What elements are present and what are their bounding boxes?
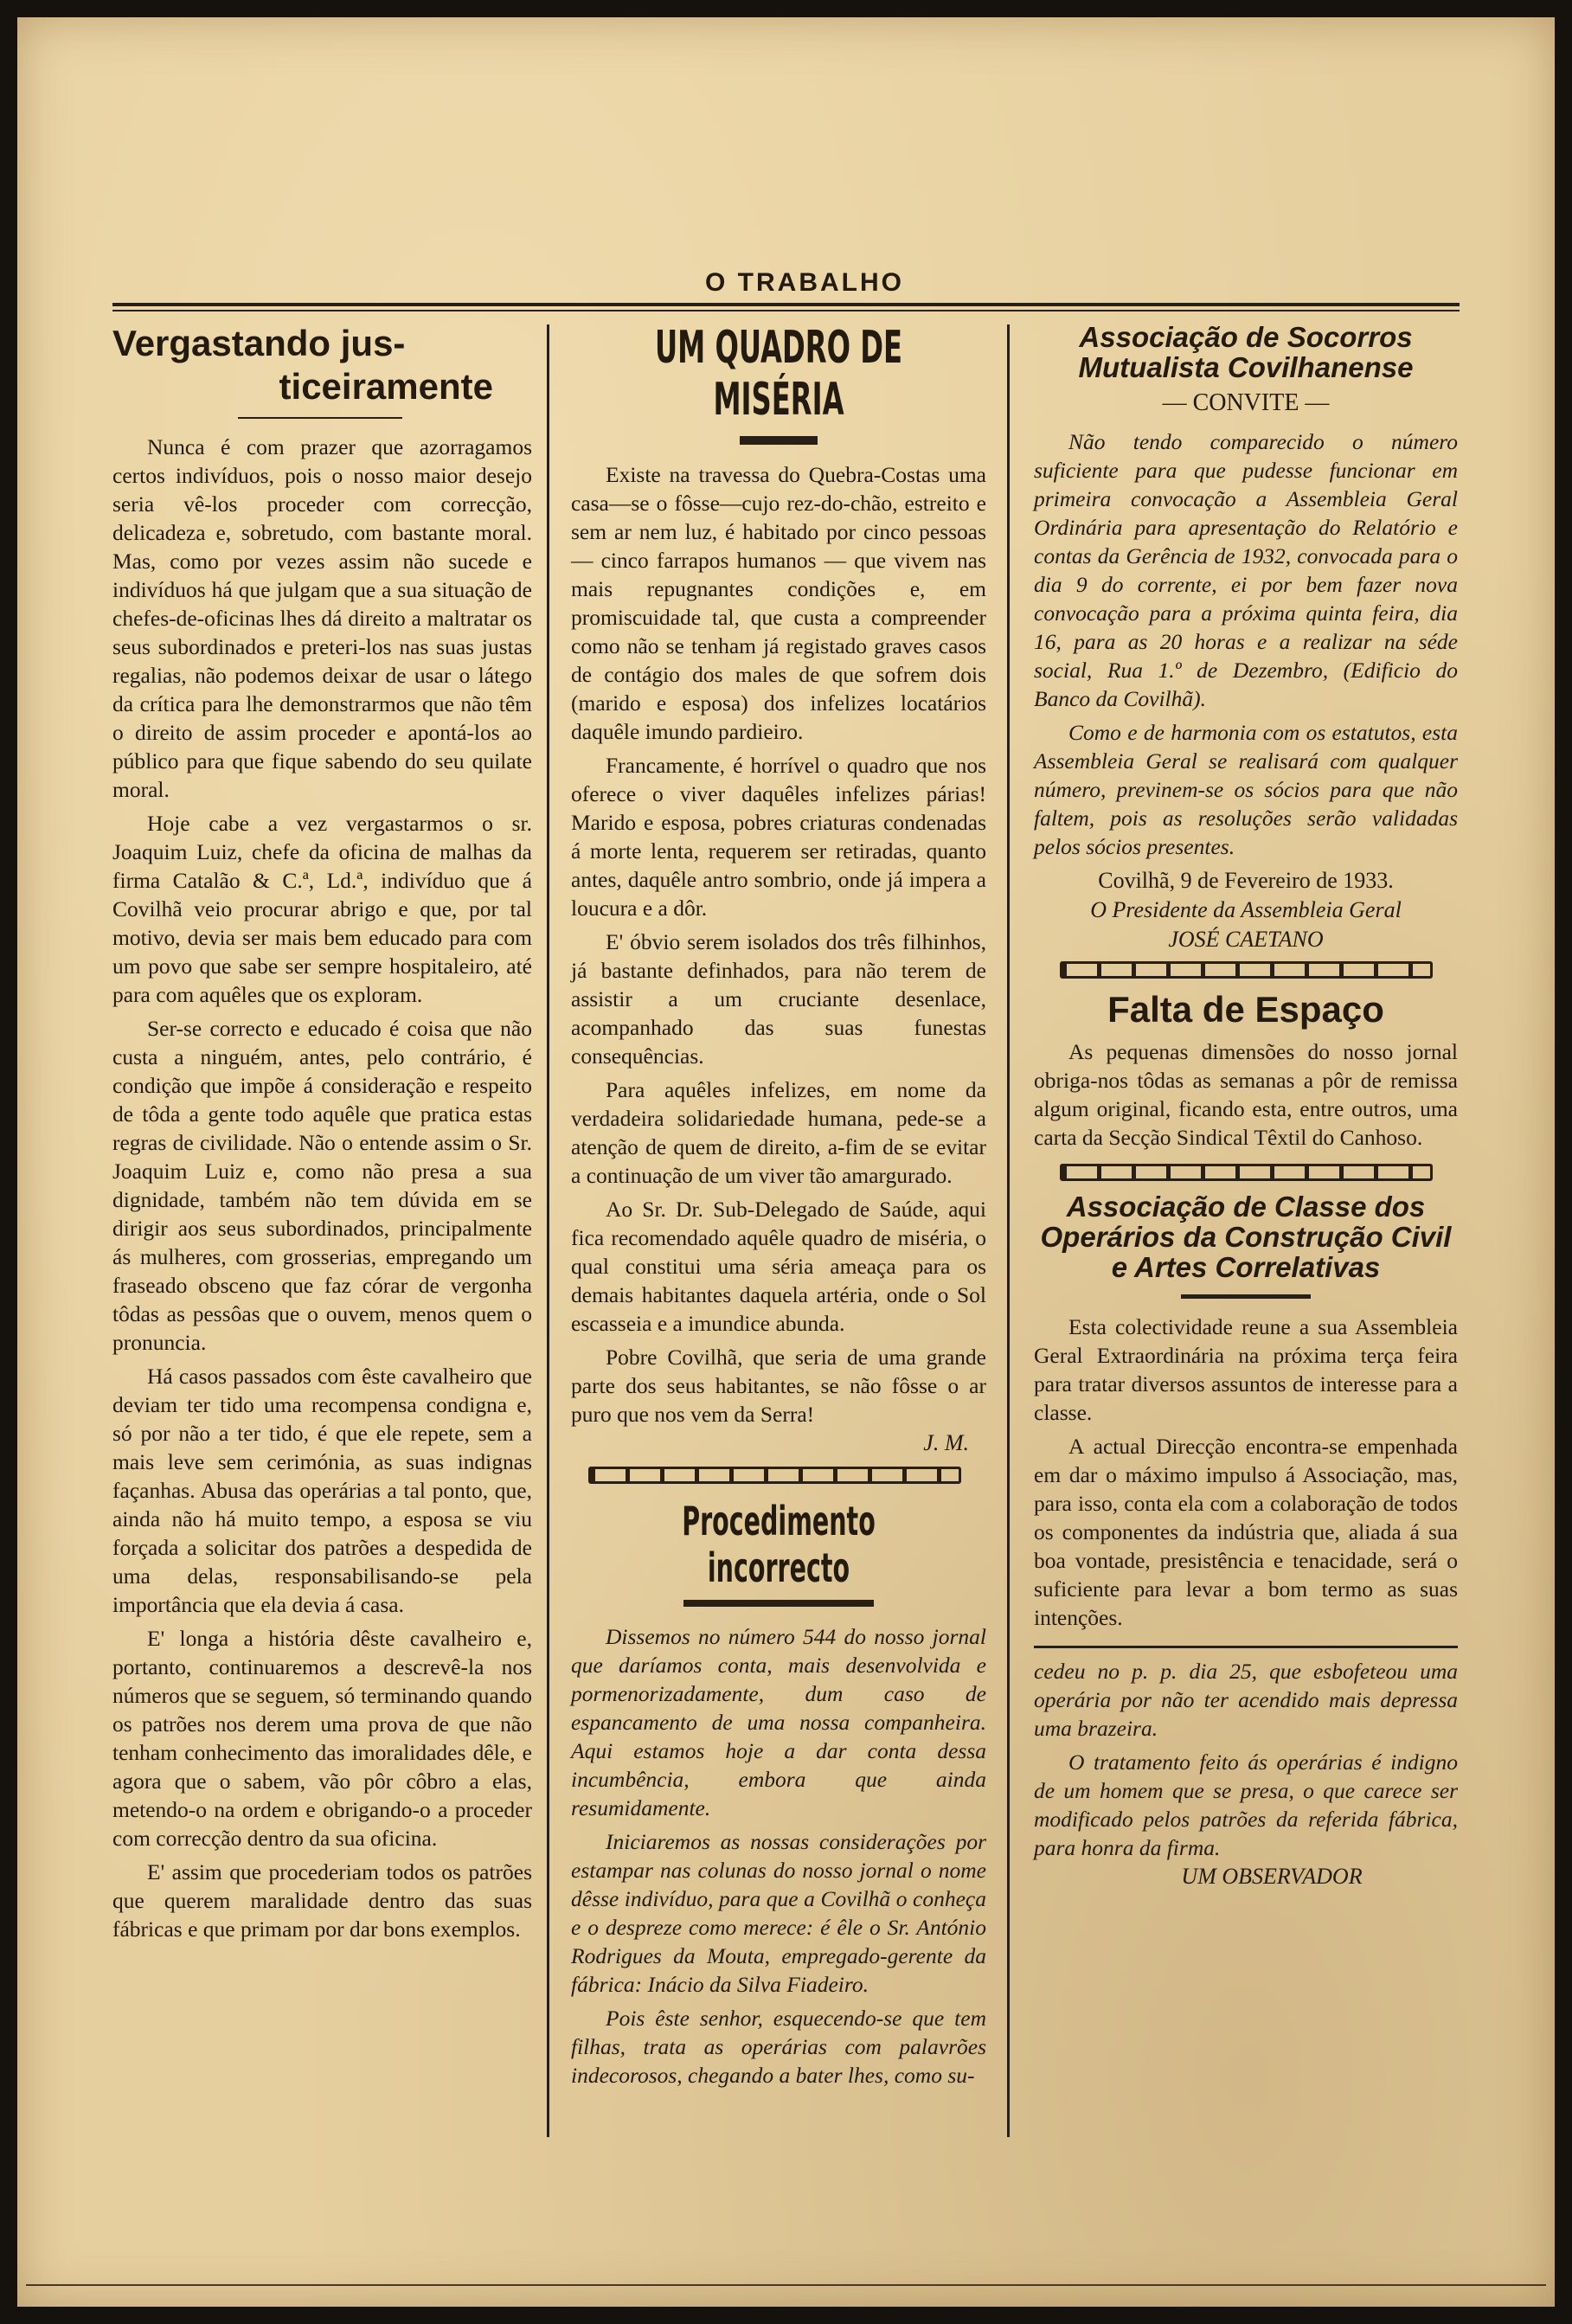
article-quadro-de-miseria [571,322,986,2090]
paragraph: Ser-se correcto e educado é coisa que não custa a ninguém, antes, pelo contrário, é condição que impõe á consideração e respeito de tôda a gente todo aquêle que pratica estas regras de civilidade. Não o entende assim o Sr. Joaquim Luiz e, como não presa a sua dignidade, também não tem dúvida em se dirigir aos seus subordinados, principalmente ás mulheres, com grosserias, empregando um fraseado obsceno que faz córar de vergonha tôdas as pessôas que o ouvem, menos quem o pronuncia. [112,1016,532,1355]
bottom-edge-rule [26,2284,1546,2286]
paragraph: E' óbvio serem isolados dos três filhinhos, já bastante definhados, para não terem de assistir a um cruciante desenlace, acompanhado das suas funestas consequências. [571,929,986,1069]
paragraph: Existe na travessa do Quebra-Costas uma casa—se o fôsse—cujo rez-do-chão, estreito e sem ar nem luz, é habitado por cinco pessoas — cinco farrapos humanos — que vivem nas mais repugnantes condições e, em promiscuidade tal, que custa a compreender como não se tenham já registado graves casos de contágio dos males de que sofrem dois (marido e esposa) dos infelizes locatários daquêle imundo pardieiro. [571,462,986,744]
ornament-rule [1034,1164,1458,1183]
paragraph: Hoje cabe a vez vergastarmos o sr. Joaquim Luiz, chefe da oficina de malhas da firma Catalão & C.ª, Ld.ª, indivíduo que á Covilhã veio procurar abrigo e que, por tal motivo, devia ser mais bem educado para com um povo que sabe ser sempre hospitaleiro, até para com aquêles que os exploram. [112,811,532,1007]
paragraph: E' assim que procederiam todos os patrões que querem maralidade dentro das suas fábricas e que primam por dar bons exemplos. [112,1859,532,1942]
paragraph: Como e de harmonia com os estatutos, esta Assembleia Geral se realisará com qualquer número, previnem-se os sócios para que não faltem, pois as resoluções serão validadas pelos sócios presentes. [1034,720,1458,859]
article-title-2: Procedimento incorrecto [682,1498,876,1591]
paragraph: E' longa a história dêste cavalheiro e, portanto, continuaremos a descrevê-la nos números que se seguem, só terminando quando os patrões nos derem uma prova de que não tenham conhecimento das imoralidades dêle, e agora que o sabem, vão pôr côbro a elas, metendo-o na ordem e obrigando-o a proceder com correcção dentro da sua oficina. [112,1626,532,1851]
notice-title-3: Associação de Classe dos Operários da Construção Civil e Artes Correlativas [1040,1191,1452,1283]
paragraph: Não tendo comparecido o número suficiente para que pudesse funcionar em primeira convocação a Assembleia Geral Ordinária para apresentação do Relatório e contas da Gerência de 1932, convocada para o dia 9 do corrente, ei por bem fazer nova convocação para a próxima quinta feira, dia 16, para as 20 horas e a realizar na séde social, Rua 1.º de Dezembro, (Edificio do Banco da Covilhã). [1034,429,1458,711]
title-underline [238,417,402,419]
notice-date: Covilhã, 9 de Fevereiro de 1933. [1098,868,1394,893]
paragraph: Pobre Covilhã, que seria de uma grande parte dos seus habitantes, se não fôsse o ar puro que nos vem da Serra! [571,1345,986,1427]
article-title-line1: Vergastando jus- [112,323,406,363]
section-rule [1034,1646,1458,1648]
ornament-rule [571,1467,986,1486]
paragraph: A actual Direcção encontra-se empenhada em dar o máximo impulso á Associação, mas, para isso, conta ela com a colaboração de todos os componentes da indústria que, aliada á sua boa vontade, presistência e tenacidade, será o suficiente para levar a bom termo as suas intenções. [1034,1434,1458,1630]
title-bar-2 [683,1600,874,1607]
paragraph: Iniciaremos as nossas considerações por estampar nas colunas do nosso jornal o nome dêsse indivíduo, para que a Covilhã o conheça e o despreze como merece: é êle o Sr. António Rodrigues da Mouta, empregado-gerente da fábrica: Inácio da Silva Fiadeiro. [571,1829,986,1997]
paragraph: cedeu no p. p. dia 25, que esbofeteou uma operária por não ter acendido mais depressa uma brazeira. [1034,1659,1458,1741]
paragraph: As pequenas dimensões do nosso jornal obriga-nos tôdas as semanas a pôr de remissa algum original, ficando esta, entre outros, uma carta da Secção Sindical Têxtil do Canhoso. [1034,1039,1458,1150]
article-title: UM QUADRO DE MISÉRIA [654,322,903,426]
column-divider-left [547,324,549,2137]
notice-subtitle: — CONVITE — [1162,389,1330,416]
notice-title: Associação de Socorros Mutualista Covilhanense [1078,321,1414,383]
newspaper-page [17,17,1555,2307]
title-bar [740,436,818,445]
title-bar-3 [1181,1294,1311,1299]
paragraph: Francamente, é horrível o quadro que nos oferece o viver daquêles infelizes párias! Marido e esposa, pobres criaturas condenadas á morte lenta, requerem ser retiradas, quanto antes, daquêle antro sombrio, onde já impera a loucura e a dôr. [571,753,986,921]
notice-signer-role: O Presidente da Assembleia Geral [1090,897,1402,922]
notice-title-2: Falta de Espaço [1107,989,1384,1030]
paragraph: Ao Sr. Dr. Sub-Delegado de Saúde, aqui fica recomendado aquêle quadro de miséria, o qual constitui uma séria ameaça para os demais habitantes daquela artéria, onde o Sol escasseia e a imundice abunda. [571,1197,986,1336]
masthead-rule [112,303,1460,306]
paragraph: Pois êste senhor, esquecendo-se que tem filhas, trata as operárias com palavrões indecorosos, chegando a bater lhes, como su- [571,2006,986,2088]
article-vergastando [112,322,532,1943]
ornament-rule [1034,961,1458,980]
masthead-rule-thin [112,310,1460,311]
paragraph: Dissemos no número 544 do nosso jornal que daríamos conta, mais desenvolvida e pormenorizadamente, dum caso de espancamento de uma nossa companheira. Aqui estamos hoje a dar conta dessa incumbência, embora que ainda resumidamente. [571,1624,986,1820]
paragraph: Esta colectividade reune a sua Assembleia Geral Extraordinária na próxima terça feira para tratar diversos assuntos de interesse para a classe. [1034,1314,1458,1425]
notice-signer-name: JOSÉ CAETANO [1168,927,1324,952]
paragraph: Nunca é com prazer que azorragamos certos indivíduos, pois o nosso maior desejo seria vê-los proceder com correcção, delicadeza e, sobretudo, com bastante moral. Mas, como por vezes assim não sucede e indivíduos há que julgam que a sua situação de chefes-de-oficinas lhes dá direito a maltratar os seus subordinados e preteri-los nas suas justas regalias, não podemos deixar de usar o látego da crítica para lhe demonstrarmos que não têm o direito de assim proceder e apontá-los ao público para que fique sabendo do seu quilate moral. [112,434,532,802]
paragraph: Para aquêles infelizes, em nome da verdadeira solidariedade humana, pede-se a atenção de quem de direito, a-fim de se evitar a continuação de um viver tão amargurado. [571,1077,986,1188]
signature: UM OBSERVADOR [1181,1864,1363,1889]
column-divider-right [1007,324,1010,2137]
signature: J. M. [923,1430,969,1455]
column-right [1034,322,1458,1891]
paragraph: O tratamento feito ás operárias é indigno de um homem que se presa, o que carece ser modificado pelos patrões da referida fábrica, para honra da firma. [1034,1749,1458,1860]
masthead: O TRABALHO [705,268,904,297]
paragraph: Há casos passados com êste cavalheiro que deviam ter tido uma recompensa condigna e, só por não a ter tido, é que ele repete, sem a mais leve sem cerimónia, as suas indignas façanhas. Abusa das operárias a tal ponto, que, ainda não há muito tempo, a esposa se viu forçada a solicitar dos patrões a despedida de uma delas, responsabilisando-se pela importância que ela devia á casa. [112,1364,532,1617]
article-title-line2: ticeiramente [279,366,493,407]
